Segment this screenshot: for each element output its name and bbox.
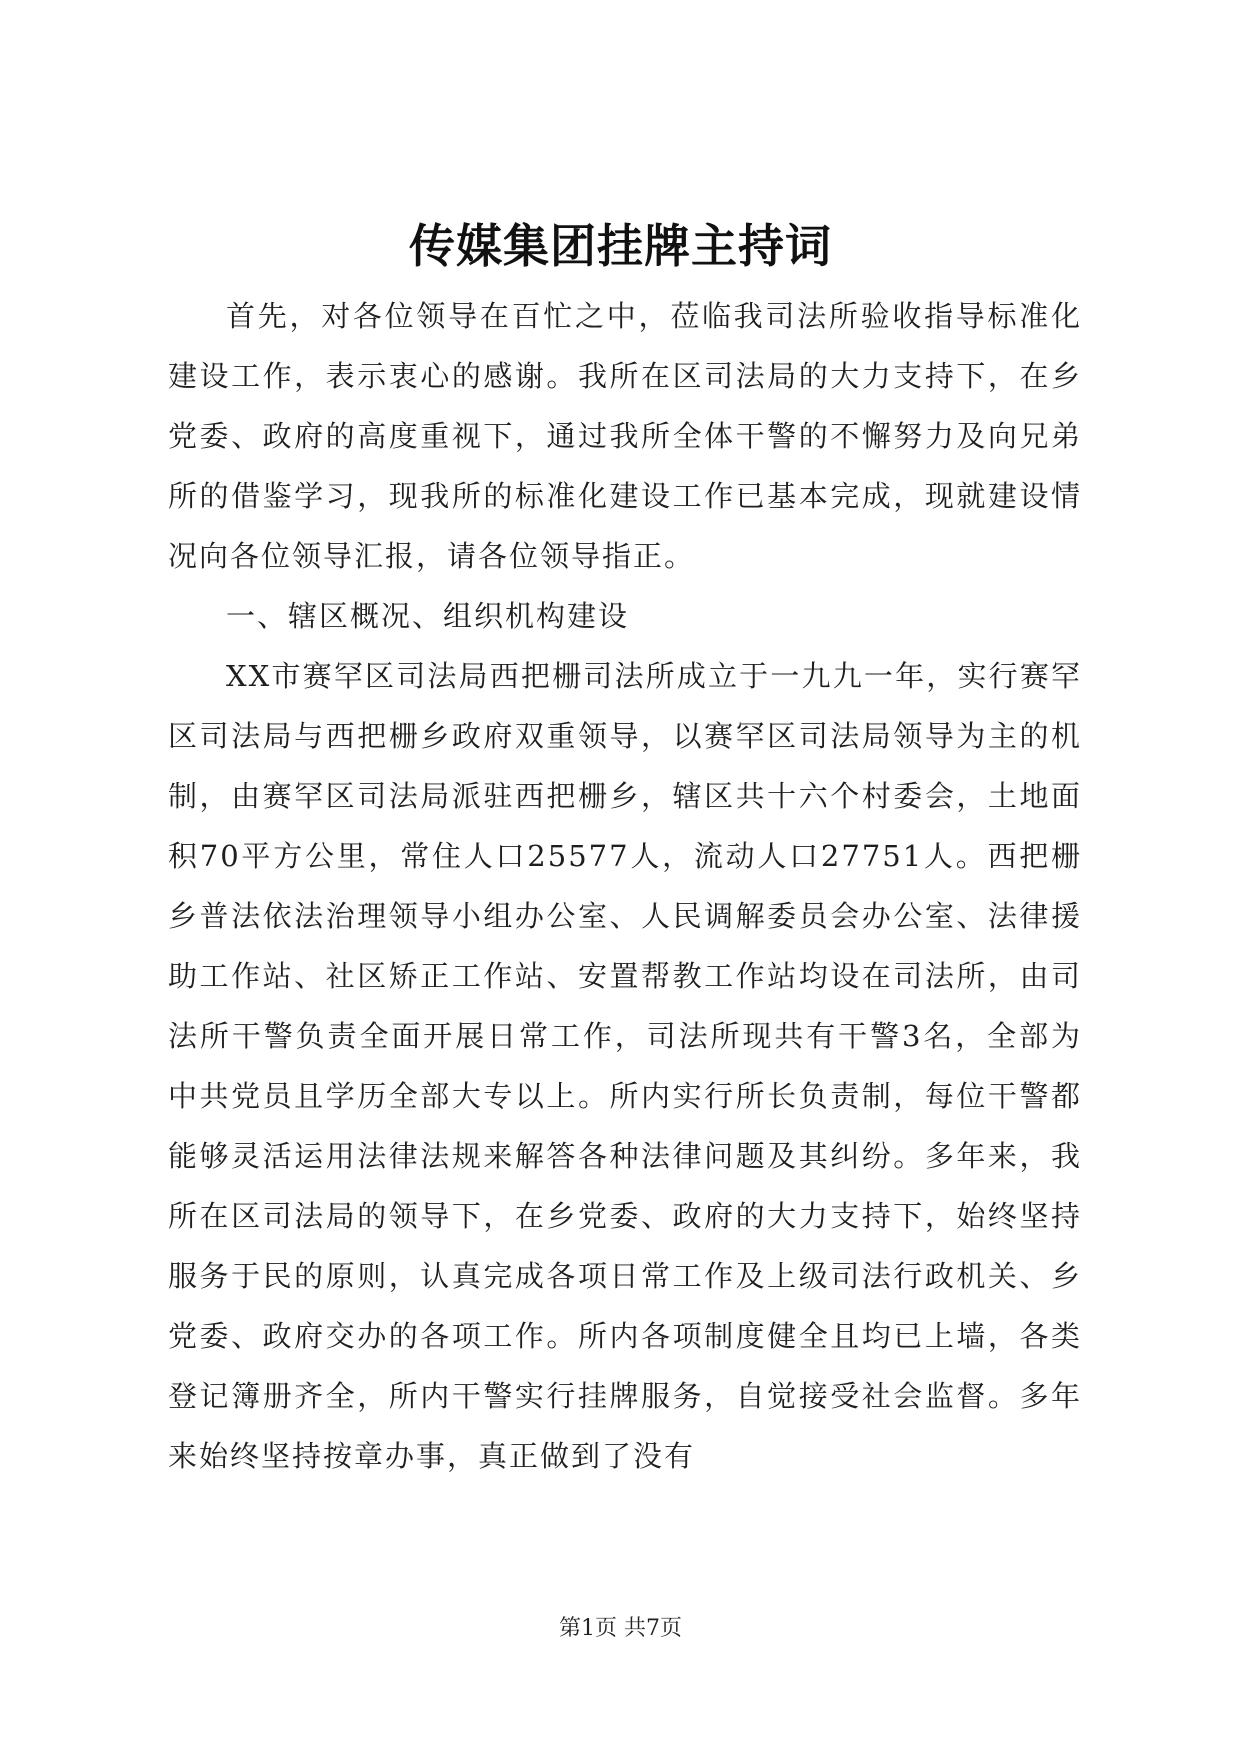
document-title: 传媒集团挂牌主持词 <box>409 219 832 273</box>
section-heading: 一、辖区概况、组织机构建设 <box>226 599 630 633</box>
document-body <box>168 286 1082 1486</box>
body-paragraph: XX市赛罕区司法局西把栅司法所成立于一九九一年，实行赛罕区司法局与西把栅乡政府双重领导，以赛罕区司法局领导为主的机制，由赛罕区司法局派驻西把栅乡，辖区共十六个村委会，土地面积70平方公里，常住人口25577人，流动人口27751人。西把栅乡普法依法治理领导小组办公室、人民调解委员会办公室、法律援助工作站、社区矫正工作站、安置帮教工作站均设在司法所，由司法所干警负责全面开展日常工作，司法所现共有干警3名，全部为中共党员且学历全部大专以上。所内实行所长负责制，每位干警都能够灵活运用法律法规来解答各种法律问题及其纠纷。多年来，我所在区司法局的领导下，在乡党委、政府的大力支持下，始终坚持服务于民的原则，认真完成各项日常工作及上级司法行政机关、乡党委、政府交办的各项工作。所内各项制度健全且均已上墙，各类登记簿册齐全，所内干警实行挂牌服务，自觉接受社会监督。多年来始终坚持按章办事，真正做到了没有 <box>168 659 1082 1473</box>
page-number-footer: 第1页 共7页 <box>559 1616 682 1641</box>
body-paragraph: 首先，对各位领导在百忙之中，莅临我司法所验收指导标准化建设工作，表示衷心的感谢。我所在区司法局的大力支持下，在乡党委、政府的高度重视下，通过我所全体干警的不懈努力及向兄弟所的借鉴学习，现我所的标准化建设工作已基本完成，现就建设情况向各位领导汇报，请各位领导指正。 <box>168 299 1082 573</box>
